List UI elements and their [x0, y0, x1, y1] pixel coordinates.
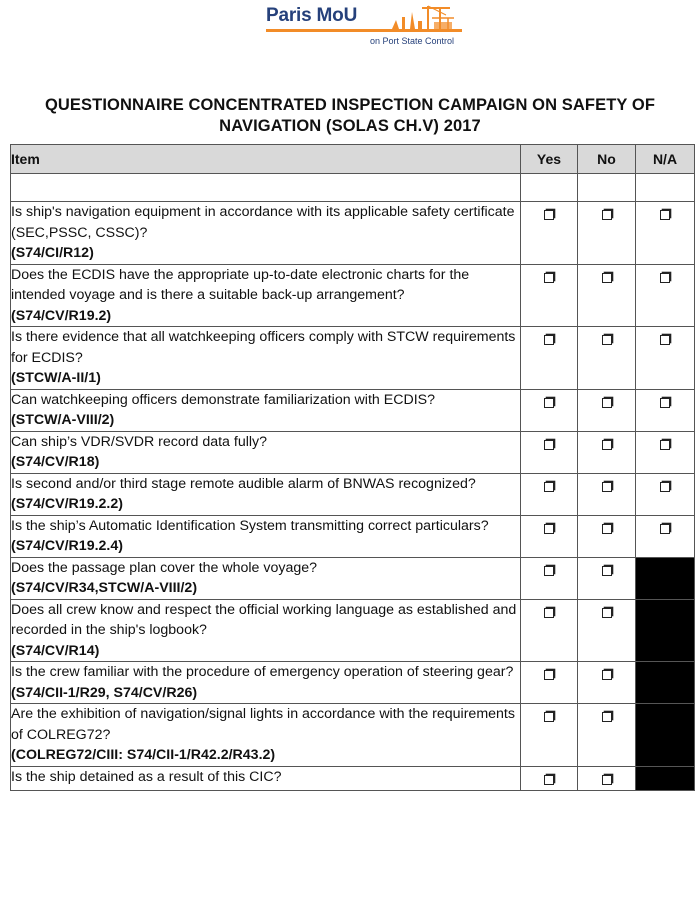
yes-checkbox[interactable] [544, 398, 554, 408]
yes-cell [521, 473, 578, 515]
item-cell [11, 766, 521, 790]
na-checkbox[interactable] [660, 273, 670, 283]
na-cell-blocked [636, 662, 695, 704]
no-cell [578, 557, 636, 599]
regulation-reference: (S74/CII-1/R29, S74/CV/R26) [11, 684, 198, 701]
yes-cell [521, 264, 578, 327]
na-checkbox[interactable] [660, 398, 670, 408]
no-cell [578, 766, 636, 790]
yes-cell [521, 766, 578, 790]
no-cell [578, 599, 636, 662]
yes-checkbox[interactable] [544, 775, 554, 785]
no-cell [578, 473, 636, 515]
no-checkbox[interactable] [602, 608, 612, 618]
table-row [11, 264, 695, 327]
item-cell [11, 264, 521, 327]
na-cell-blocked [636, 704, 695, 767]
yes-checkbox[interactable] [544, 712, 554, 722]
na-checkbox[interactable] [660, 210, 670, 220]
na-checkbox[interactable] [660, 440, 670, 450]
regulation-reference: (S74/CV/R19.2.2) [11, 496, 123, 512]
logo-underline [266, 29, 462, 32]
question-text: Is the ship’s Automatic Identification System transmitting correct particulars? [11, 517, 489, 534]
item-cell [11, 662, 521, 704]
question-text: Can ship’s VDR/SVDR record data fully? [11, 433, 268, 450]
question-text: Is there evidence that all watchkeeping officers comply with STCW requirements for ECDIS? [11, 329, 516, 366]
item-cell [11, 473, 521, 515]
yes-cell [521, 704, 578, 767]
na-cell [636, 202, 695, 265]
table-header-row [11, 145, 695, 174]
yes-checkbox[interactable] [544, 273, 554, 283]
column-header-no: No [578, 145, 636, 174]
regulation-reference: (S74/CV/R18) [11, 454, 100, 470]
regulation-reference: (S74/CV/R14) [11, 642, 100, 659]
regulation-reference: (S74/CV/R34,STCW/A-VIII/2) [11, 580, 198, 596]
no-checkbox[interactable] [602, 712, 612, 722]
yes-cell [521, 202, 578, 265]
na-cell [636, 431, 695, 473]
no-checkbox[interactable] [602, 482, 612, 492]
yes-cell [521, 389, 578, 431]
table-row [11, 515, 695, 557]
question-text: Does the ECDIS have the appropriate up-to-date electronic charts for the intended voyage and is there a suitable back-up arrangement? [11, 266, 470, 303]
question-text: Are the exhibition of navigation/signal lights in accordance with the requirements of COLREG72? [11, 706, 515, 743]
item-cell [11, 515, 521, 557]
yes-cell [521, 515, 578, 557]
column-header-item: Item [11, 145, 521, 174]
item-cell [11, 557, 521, 599]
table-row [11, 599, 695, 662]
na-checkbox[interactable] [660, 335, 670, 345]
regulation-reference: (STCW/A-VIII/2) [11, 412, 115, 428]
na-cell [636, 389, 695, 431]
page-title: QUESTIONNAIRE CONCENTRATED INSPECTION CAMPAIGN ON SAFETY OF NAVIGATION (SOLAS CH.V) 2017 [44, 96, 655, 135]
logo-subtitle: on Port State Control [370, 36, 455, 46]
no-cell [578, 264, 636, 327]
no-checkbox[interactable] [602, 273, 612, 283]
table-row [11, 766, 695, 790]
question-text: Is the crew familiar with the procedure of emergency operation of steering gear? [11, 664, 514, 680]
na-cell [636, 515, 695, 557]
no-checkbox[interactable] [602, 670, 612, 680]
table-row [11, 557, 695, 599]
column-header-yes: Yes [521, 145, 578, 174]
no-cell [578, 431, 636, 473]
item-cell [11, 202, 521, 265]
no-checkbox[interactable] [602, 210, 612, 220]
no-cell [578, 389, 636, 431]
no-checkbox[interactable] [602, 775, 612, 785]
yes-checkbox[interactable] [544, 440, 554, 450]
no-cell [578, 515, 636, 557]
table-row [11, 327, 695, 390]
port-crane-icon [374, 2, 466, 32]
table-row [11, 662, 695, 704]
table-row [11, 389, 695, 431]
no-checkbox[interactable] [602, 524, 612, 534]
paris-mou-logo [262, 2, 472, 50]
item-cell [11, 327, 521, 390]
yes-checkbox[interactable] [544, 524, 554, 534]
item-cell [11, 431, 521, 473]
question-text: Is second and/or third stage remote audible alarm of BNWAS recognized? [11, 475, 476, 492]
no-cell [578, 202, 636, 265]
questionnaire-table [10, 144, 695, 791]
na-cell [636, 473, 695, 515]
na-cell-blocked [636, 557, 695, 599]
regulation-reference: (S74/CV/R19.2) [11, 307, 112, 324]
no-checkbox[interactable] [602, 335, 612, 345]
regulation-reference: (S74/CV/R19.2.4) [11, 538, 123, 554]
question-text: Does the passage plan cover the whole voyage? [11, 559, 318, 576]
yes-checkbox[interactable] [544, 482, 554, 492]
question-text: Can watchkeeping officers demonstrate familiarization with ECDIS? [11, 391, 435, 408]
logo-name: Paris MoU [266, 5, 358, 26]
question-text: Is the ship detained as a result of this CIC? [11, 768, 282, 785]
yes-cell [521, 557, 578, 599]
regulation-reference: (S74/CI/R12) [11, 245, 94, 261]
no-checkbox[interactable] [602, 566, 612, 576]
yes-cell [521, 662, 578, 704]
yes-checkbox[interactable] [544, 210, 554, 220]
table-spacer-row [11, 174, 695, 202]
table-row [11, 431, 695, 473]
yes-checkbox[interactable] [544, 608, 554, 618]
yes-cell [521, 327, 578, 390]
na-cell-blocked [636, 599, 695, 662]
yes-checkbox[interactable] [544, 566, 554, 576]
item-cell [11, 389, 521, 431]
regulation-reference: (STCW/A-II/1) [11, 370, 101, 386]
yes-cell [521, 431, 578, 473]
na-cell [636, 327, 695, 390]
no-cell [578, 327, 636, 390]
no-cell [578, 704, 636, 767]
no-checkbox[interactable] [602, 398, 612, 408]
item-cell [11, 704, 521, 767]
question-text: Is ship's navigation equipment in accordance with its applicable safety certificate (SEC,PSSC, CSSC)? [11, 204, 515, 241]
table-row [11, 473, 695, 515]
regulation-reference: (COLREG72/CIII: S74/CII-1/R42.2/R43.2) [11, 747, 276, 763]
table-row [11, 202, 695, 265]
question-text: Does all crew know and respect the official working language as established and recorded in the ship's logbook? [11, 601, 517, 638]
yes-checkbox[interactable] [544, 670, 554, 680]
no-cell [578, 662, 636, 704]
no-checkbox[interactable] [602, 440, 612, 450]
na-cell-blocked [636, 766, 695, 790]
item-cell [11, 599, 521, 662]
yes-checkbox[interactable] [544, 335, 554, 345]
na-checkbox[interactable] [660, 524, 670, 534]
na-cell [636, 264, 695, 327]
yes-cell [521, 599, 578, 662]
table-row [11, 704, 695, 767]
column-header-na: N/A [636, 145, 695, 174]
na-checkbox[interactable] [660, 482, 670, 492]
